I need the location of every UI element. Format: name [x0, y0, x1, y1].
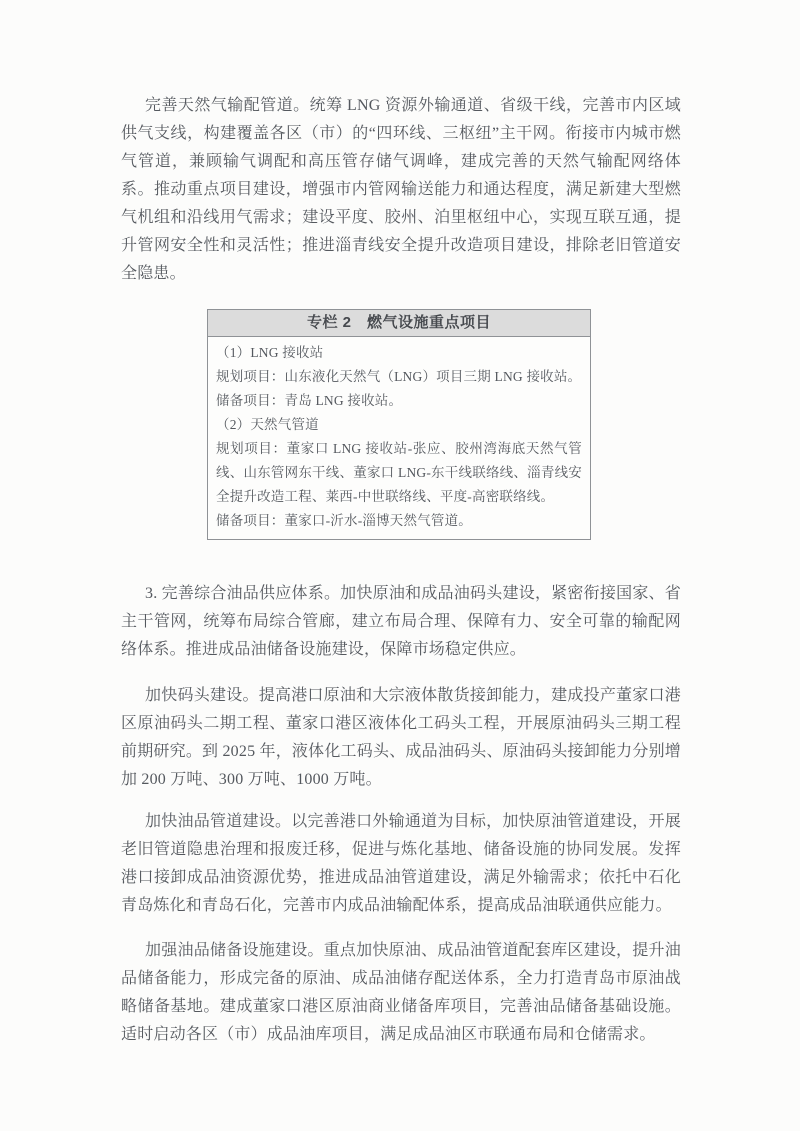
box-line-gas-pipeline-heading: （2）天然气管道 [216, 417, 319, 432]
box-line-pipeline-reserve-project: 储备项目：董家口-沂水-淄博天然气管道。 [216, 513, 472, 528]
para-oil-reserve-facilities: 加强油品储备设施建设。重点加快原油、成品油管道配套库区建设，提升油品储备能力，形成完备的原油、成品油储存配送体系，全力打造青岛市原油战略储备基地。建成董家口港区原油商业储备库项目，完善油品储备基础设施。适时启动各区（市）成品油库项目，满足成品油区市联通布局和仓储需求。 [121, 942, 681, 1043]
para-oil-pipeline-construction: 加快油品管道建设。以完善港口外输通道为目标，加快原油管道建设，开展老旧管道隐患治理和报废迁移，促进与炼化基地、储备设施的协同发展。发挥港口接卸成品油资源优势，推进成品油管道建设，满足外输需求；依托中石化青岛炼化和青岛石化，完善市内成品油输配体系，提高成品油联通供应能力。 [121, 813, 681, 914]
callout-box-header: 专栏 2 燃气设施重点项目 [208, 310, 590, 337]
para-wharf-construction: 加快码头建设。提高港口原油和大宗液体散货接卸能力，建成投产董家口港区原油码头二期工程、董家口港区液体化工码头工程，开展原油码头三期工程前期研究。到 2025 年，液体化工码头、成品油码头、原油码头接卸能力分别增加 200 万吨、300 万吨、1000 万吨。 [121, 687, 681, 788]
box-line-lng-planned-project: 规划项目：山东液化天然气（LNG）项目三期 LNG 接收站。 [216, 369, 582, 384]
para-oil-supply-system: 3. 完善综合油品供应体系。加快原油和成品油码头建设，紧密衔接国家、省主干管网，统筹布局综合管廊，建立布局合理、保障有力、安全可靠的输配网络体系。推进成品油储备设施建设，保障市场稳定供应。 [121, 585, 681, 658]
box-line-pipeline-planned-projects: 规划项目：董家口 LNG 接收站-张应、胶州湾海底天然气管线、山东管网东干线、董家口 LNG-东干线联络线、淄青线安全提升改造工程、莱西-中世联络线、平度-高密联络线。 [216, 441, 582, 504]
document-page [121, 92, 681, 1049]
box-line-lng-reserve-project: 储备项目：青岛 LNG 接收站。 [216, 393, 403, 408]
callout-box-body [208, 337, 590, 539]
callout-box-gas-facility-projects [207, 309, 591, 540]
para-gas-pipeline-transport: 完善天然气输配管道。统筹 LNG 资源外输通道、省级干线，完善市内区域供气支线，构建覆盖各区（市）的“四环线、三枢纽”主干网。衔接市内城市燃气管道，兼顾输气调配和高压管存储气调峰，建成完善的天然气输配网络体系。推动重点项目建设，增强市内管网输送能力和通达程度，满足新建大型燃气机组和沿线用气需求；建设平度、胶州、泊里枢纽中心，实现互联互通，提升管网安全性和灵活性；推进淄青线安全提升改造项目建设，排除老旧管道安全隐患。 [121, 97, 681, 282]
box-line-lng-terminal-heading: （1）LNG 接收站 [216, 345, 324, 360]
